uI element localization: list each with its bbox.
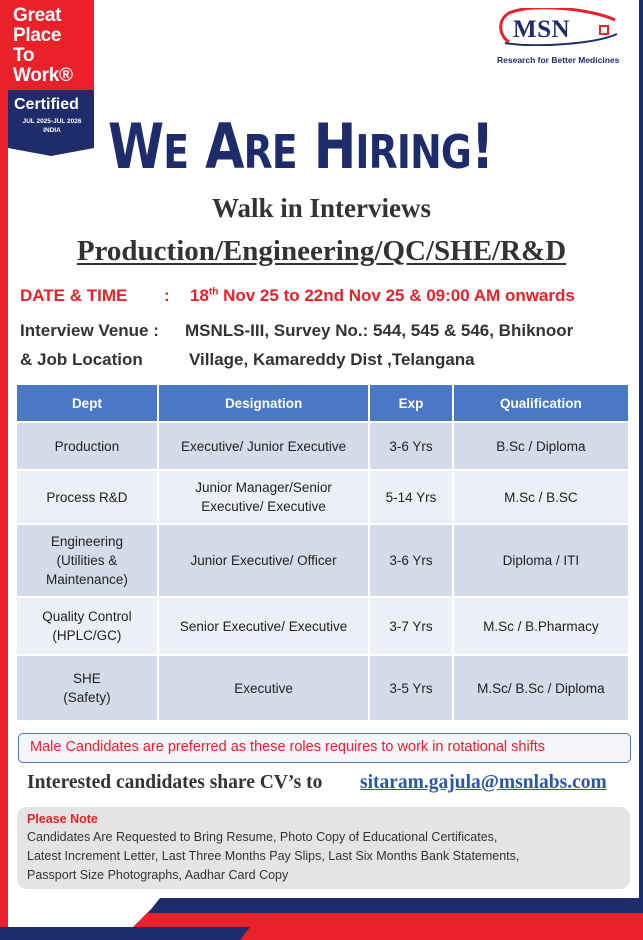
- cell-designation: Executive/ Junior Executive: [158, 422, 369, 470]
- date-label: DATE & TIME: [20, 286, 128, 305]
- bottom-stripe-decoration: [0, 895, 643, 940]
- table-row: [16, 470, 629, 524]
- cell-designation: Senior Executive/ Executive: [158, 597, 369, 655]
- date-suffix: th: [208, 286, 219, 298]
- cell-qualification: M.Sc/ B.Sc / Diploma: [453, 655, 629, 721]
- gptw-line: To: [13, 45, 35, 66]
- cell-designation: Junior Executive/ Officer: [158, 524, 369, 597]
- note-line: Passport Size Photographs, Aadhar Card Copy: [27, 868, 289, 882]
- header-designation: Designation: [158, 384, 369, 422]
- gptw-line: Work®: [13, 65, 73, 86]
- cell-exp: 3-7 Yrs: [369, 597, 453, 655]
- msn-logo-text: MSN: [513, 16, 571, 43]
- date-day: 18: [190, 286, 209, 305]
- headline-letter: E: [163, 125, 189, 179]
- table-row: [16, 597, 629, 655]
- job-location-label: & Job Location: [20, 350, 143, 369]
- msn-tagline: Research for Better Medicines: [497, 55, 620, 65]
- cell-dept: Quality Control (HPLC/GC): [16, 597, 158, 655]
- note-line: Latest Increment Letter, Last Three Months Pay Slips, Last Six Months Bank Statements,: [27, 849, 520, 863]
- date-rest: Nov 25 to 22nd Nov 25 & 09:00 AM onwards: [218, 286, 575, 305]
- gptw-country: INDIA: [43, 127, 61, 134]
- date-time-row: [20, 286, 575, 306]
- gptw-badge: [8, 0, 94, 155]
- header-exp: Exp: [369, 384, 453, 422]
- cell-exp: 3-5 Yrs: [369, 655, 453, 721]
- gptw-badge-top: [8, 0, 94, 90]
- gptw-line: Place: [13, 25, 62, 46]
- cell-dept: SHE (Safety): [16, 655, 158, 721]
- header-qualification: Qualification: [453, 384, 629, 422]
- headline-letter: A: [205, 110, 244, 183]
- headline-letter: RE: [243, 125, 297, 179]
- headline-letter: IRING: [355, 125, 471, 179]
- job-openings-table: [15, 383, 630, 722]
- preference-text: Male Candidates are preferred as these roles requires to work in rotational shifts: [30, 739, 546, 755]
- cell-qualification: M.Sc / B.SC: [453, 470, 629, 524]
- cell-qualification: Diploma / ITI: [453, 524, 629, 597]
- cell-designation: Junior Manager/Senior Executive/ Executive: [158, 470, 369, 524]
- left-red-border: [0, 0, 8, 940]
- venue-label: Interview Venue :: [20, 321, 159, 340]
- venue-block: [20, 316, 574, 374]
- email-link[interactable]: sitaram.gajula@msnlabs.com: [360, 772, 607, 793]
- gptw-badge-tip: [8, 148, 94, 156]
- right-navy-border: [639, 0, 643, 940]
- headline-letter: W: [108, 110, 164, 183]
- cell-exp: 3-6 Yrs: [369, 524, 453, 597]
- hiring-headline: [108, 112, 493, 187]
- gptw-certified: Certified: [14, 96, 79, 113]
- table-row: [16, 422, 629, 470]
- cell-dept: Engineering (Utilities & Maintenance): [16, 524, 158, 597]
- table-row: [16, 655, 629, 721]
- header-dept: Dept: [16, 384, 158, 422]
- cell-dept: Production: [16, 422, 158, 470]
- please-note-box: [17, 807, 630, 889]
- table-header-row: [16, 384, 629, 422]
- gptw-period: JUL 2025-JUL 2026: [22, 118, 82, 125]
- note-title: Please Note: [27, 812, 98, 826]
- cell-designation: Executive: [158, 655, 369, 721]
- table-row: [16, 524, 629, 597]
- roles-heading: Production/Engineering/QC/SHE/R&D: [76, 235, 567, 267]
- cell-dept: Process R&D: [16, 470, 158, 524]
- venue-value-line2: Village, Kamareddy Dist ,Telangana: [189, 350, 475, 369]
- cell-qualification: M.Sc / B.Pharmacy: [453, 597, 629, 655]
- note-line: Candidates Are Requested to Bring Resume, Photo Copy of Educational Certificates,: [27, 830, 498, 844]
- cell-exp: 5-14 Yrs: [369, 470, 453, 524]
- msn-logo: [495, 8, 625, 70]
- msn-square-icon: [599, 25, 609, 35]
- cell-exp: 3-6 Yrs: [369, 422, 453, 470]
- gptw-badge-bottom: [8, 90, 94, 148]
- cell-qualification: B.Sc / Diploma: [453, 422, 629, 470]
- headline-letter: H: [313, 110, 356, 183]
- gptw-line: Great: [13, 5, 62, 26]
- walk-in-subtitle: Walk in Interviews: [211, 193, 432, 223]
- date-value: [190, 286, 575, 306]
- venue-value-line1: MSNLS-III, Survey No.: 544, 545 & 546, Bhiknoor: [185, 321, 574, 340]
- share-cv-text: Interested candidates share CV’s to: [27, 772, 323, 793]
- headline-letter: !: [470, 110, 494, 183]
- date-colon: :: [164, 286, 170, 305]
- preference-notice: [18, 733, 631, 763]
